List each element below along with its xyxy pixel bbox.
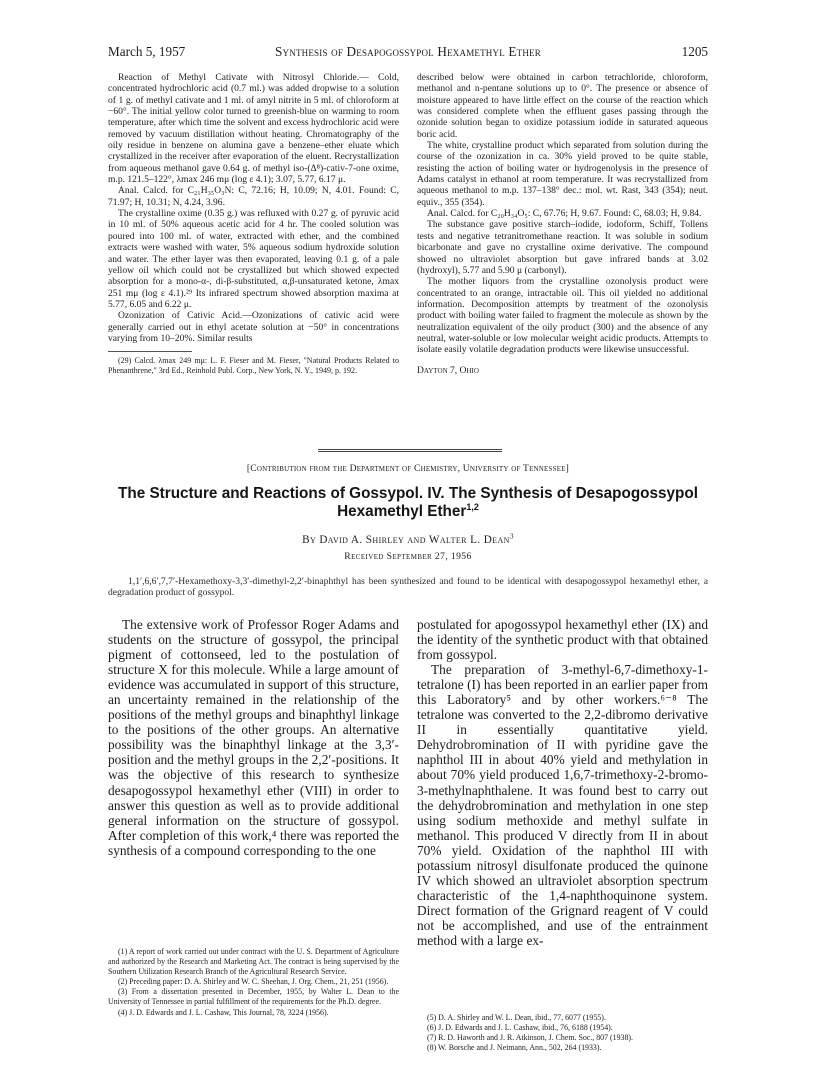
article-separator	[318, 449, 502, 452]
substance-tests-paragraph: The substance gave positive starch–iodide, iodoform, Schiff, Tollens tests and negative tetranitromethane reaction. It was soluble in sodium bicarbonate and gave no crystalline oxime derivative. The compound showed no ultraviolet absorption but gave infrared bands at 3.02 (hydroxyl), 5.77 and 5.90 μ (carbonyl).	[417, 219, 708, 276]
pyruvic-acid-paragraph: The crystalline oxime (0.35 g.) was refluxed with 0.27 g. of pyruvic acid in 10 ml. of 50% aqueous acetic acid for 4 hr. The cooled solution was poured into 100 ml. of water, extracted with ether, and the combined extracts were washed with water, 5% aqueous sodium hydroxide solution and water. The ether layer was then evaporated, leaving 0.1 g. of a pale yellow oil which could not be crystallized but which showed expected absorption for a mono-α-, di-β-substituted, α,β-unsaturated ketone, λmax 251 mμ (log ε 4.1).²⁹ Its infrared spectrum showed absorption maxima at 5.77, 6.05 and 6.22 μ.	[108, 208, 399, 310]
footnote-7: (7) R. D. Haworth and J. R. Atkinson, J. Chem. Soc., 807 (1938).	[427, 1033, 634, 1043]
title-footnote-refs: 1,2	[466, 501, 479, 512]
article-title	[108, 485, 708, 521]
oxime-analysis-paragraph: Anal. Calcd. for C₂₁H₃₅O₃N: C, 72.16; H, 10.09; N, 4.01. Found: C, 71.97; H, 10.31; N, 4.24, 3.96.	[108, 185, 399, 208]
footnote-6: (6) J. D. Edwards and J. L. Cashaw, ibid., 76, 6188 (1954).	[427, 1023, 613, 1033]
running-title: Synthesis of Desapogossypol Hexamethyl Ether	[275, 44, 541, 59]
methyl-cativate-paragraph: Reaction of Methyl Cativate with Nitrosyl Chloride.— Cold, concentrated hydrochloric acid (0.7 ml.) was added dropwise to a solution of 1 g. of methyl cativate and 1 ml. of amyl nitrite in 5 ml. of chloroform at −60°. The initial yellow color turned to greenish-blue on warming to room temperature, after which time the solvent and excess hydrochloric acid were removed by vacuum distillation without heating. Chromatography of the oily residue in benzene on alumina gave a benzene–ether eluate which crystallized in the receiver after evaporation of the eluent. Recrystallization from aqueous methanol gave 0.64 g. of methyl iso-(Δ⁸)-cativ-7-one oxime, m.p. 121.5–122°, λmax 246 mμ (log ε 4.1); 3.07, 5.77, 6.17 μ.	[108, 72, 399, 186]
issue-date: March 5, 1957	[108, 44, 186, 59]
ozonization-paragraph: Ozonization of Cativic Acid.—Ozonizations of cativic acid were generally carried out in ethyl acetate solution at −50° in concentrations varying from 10–20%. Similar results	[108, 310, 399, 344]
footnote-1: (1) A report of work carried out under contract with the U. S. Department of Agriculture and authorized by the Research and Marketing Act. The contract is being supervised by the Southern Utilization Research Branch of the Agricultural Research Service.	[108, 947, 399, 977]
footnotes-right	[417, 1013, 708, 1053]
article-title-line-2	[108, 503, 708, 521]
ozonization-continued-paragraph: described below were obtained in carbon tetrachloride, chloroform, methanol and n-pentane solutions up to 0°. The presence or absence of moisture appeared to have little effect on the course of the reaction which was considered complete when the effluent gases passing through the ozonide solution began to oxidize potassium iodide in saturated aqueous boric acid.	[417, 72, 708, 140]
product-analysis-paragraph: Anal. Calcd. for C₂₀H₃₄O₅: C, 67.76; H, 9.67. Found: C, 68.03; H, 9.84.	[427, 208, 702, 220]
footnote-rule	[108, 351, 192, 352]
preparation-paragraph: The preparation of 3-methyl-6,7-dimethoxy-1-tetralone (I) has been reported in an earlier paper from this Laboratory⁵ and by other workers.⁶⁻⁸ The tetralone was converted to the 2,2-dibromo derivative II in essentially quantitative yield. Dehydrobromination of II with pyridine gave the naphthol III in about 40% yield and methylation in about 70% yield produced 1,6,7-trimethoxy-2-bromo-3-methylnaphthalene. It was found best to carry out the dehydrobromination and methylation in one step using sodium methoxide and methyl sulfate in methanol. This produced V directly from II in about 70% yield. Oxidation of the naphthol III with potassium nitrosyl disulfonate produced the quinone IV which showed an ultraviolet absorption spectrum characteristic of the 1,4-naphthoquinone system. Direct formation of the Grignard reagent of V could not be accomplished, and use of the entrainment method with a large ex-	[417, 662, 708, 948]
previous-article-right-column	[417, 72, 708, 376]
author-names: By David A. Shirley and Walter L. Dean	[302, 534, 510, 546]
previous-article-left-column	[108, 72, 399, 376]
introduction-continued-paragraph: postulated for apogossypol hexamethyl ether (IX) and the identity of the synthetic product with that obtained from gossypol.	[417, 617, 708, 663]
author-location: Dayton 7, Ohio	[417, 364, 479, 376]
body-left-column	[108, 617, 399, 858]
footnote-29: (29) Calcd. λmax 249 mμ: L. F. Fieser and M. Fieser, "Natural Products Related to Phenanthrene," 3rd Ed., Reinhold Publ. Corp., New York, N. Y., 1949, p. 192.	[108, 356, 399, 376]
author-byline	[108, 531, 708, 546]
article-title-line-1: The Structure and Reactions of Gossypol. IV. The Synthesis of Desapogossypol	[118, 485, 698, 502]
body-right-column	[417, 617, 708, 948]
footnotes-left	[108, 947, 399, 1018]
footnote-4: (4) J. D. Edwards and J. L. Cashaw, This Journal, 78, 3224 (1956).	[118, 1007, 329, 1017]
footnote-2: (2) Preceding paper: D. A. Shirley and W. C. Sheehan, J. Org. Chem., 21, 251 (1956).	[118, 977, 389, 987]
abstract: 1,1′,6,6′,7,7′-Hexamethoxy-3,3′-dimethyl-2,2′-binaphthyl has been synthesized and found to be identical with desapogossypol hexamethyl ether, a degradation product of gossypol.	[108, 576, 708, 599]
running-head	[108, 44, 708, 60]
received-date: Received September 27, 1956	[344, 551, 472, 562]
footnote-3: (3) From a dissertation presented in December, 1955, by Walter L. Dean to the University of Tennessee in partial fulfillment of the requirements for the Ph.D. degree.	[108, 987, 399, 1007]
crystalline-product-paragraph: The white, crystalline product which separated from solution during the course of the ozonization in ca. 30% yield proved to be quite stable, resisting the action of boiling water or hydrogenolysis in the presence of Adams catalyst in ethanol at room temperature. It was recrystallized from aqueous methanol to m.p. 137–138° dec.: mol. wt. Rast, 343 (354); neut. equiv., 355 (354).	[417, 140, 708, 208]
author-footnote-ref: 3	[509, 531, 514, 541]
footnote-5: (5) D. A. Shirley and W. L. Dean, ibid., 77, 6077 (1955).	[427, 1013, 606, 1022]
page-number: 1205	[681, 44, 708, 59]
mother-liquors-paragraph: The mother liquors from the crystalline ozonolysis product were concentrated to an orange, intractable oil. This oil yielded no additional information. Decomposition attempts by treatment of the ozonolysis product with boiling water failed to fragment the molecule as shown by the neutralization equivalent of the oily product (300) and the absence of any neutral, water-soluble or low molecular weight acidic products. Attempts to isolate easily volatile degradation products were likewise unsuccessful.	[417, 276, 708, 356]
contribution-line: [Contribution from the Department of Chemistry, University of Tennessee]	[246, 463, 570, 474]
article-title-line-2-text: Hexamethyl Ether	[337, 503, 467, 520]
footnote-8: (8) W. Borsche and J. Neimann, Ann., 502, 264 (1933).	[427, 1043, 602, 1053]
introduction-paragraph: The extensive work of Professor Roger Adams and students on the structure of gossypol, the principal pigment of cottonseed, led to the postulation of structure X for this molecule. While a large amount of evidence was accumulated in support of this structure, an uncertainty remained in the relationship of the positions of the methyl groups and binaphthyl linkage to the positions of the other groups. An alternative possibility was the binaphthyl linkage at the 3,3′-position and the methyl groups in the 2,2′-positions. It was the objective of this research to synthesize desapogossypol hexamethyl ether (VIII) in order to answer this question as well as to provide additional general information on the structure of gossypol. After completion of this work,⁴ there was reported the synthesis of a compound corresponding to the one	[108, 617, 399, 858]
